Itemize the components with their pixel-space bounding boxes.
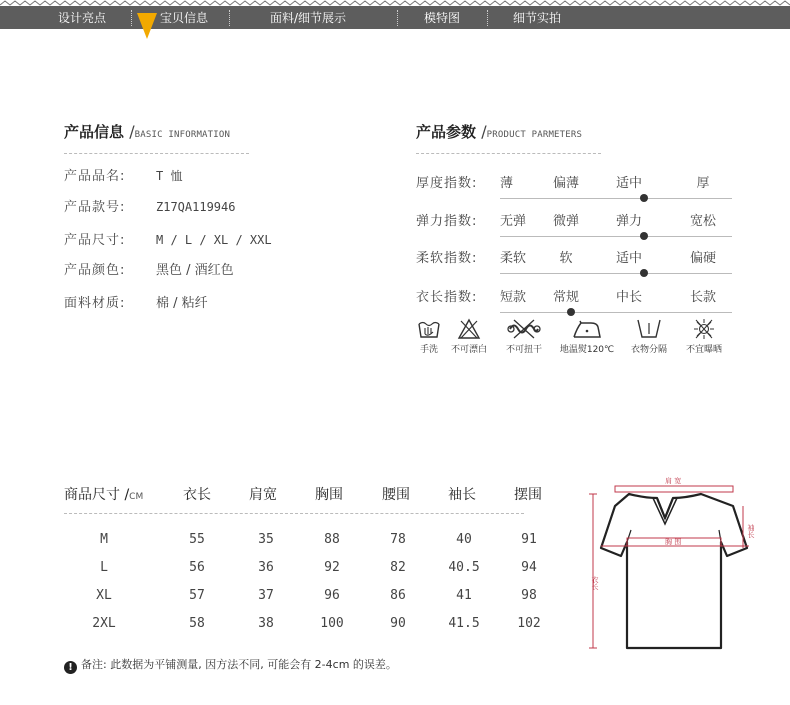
sleeve-label: 袖长	[747, 524, 755, 538]
size-cell: 96	[324, 588, 340, 603]
param-option: 常规	[552, 290, 579, 305]
info-label: 产品尺寸:	[64, 233, 126, 248]
param-scale-line	[500, 312, 732, 313]
nav-item-model[interactable]: 模特图	[424, 11, 461, 25]
info-row-material	[64, 295, 208, 313]
care-separate	[624, 318, 674, 355]
size-cell: 57	[189, 588, 205, 603]
product-info-heading: 产品信息	[64, 123, 125, 141]
care-label: 不可漂白	[450, 345, 487, 355]
size-cell: 100	[320, 616, 344, 631]
param-scale-line	[500, 236, 732, 237]
measurement-note	[64, 656, 397, 674]
header-sleeve: 袖长	[448, 487, 476, 503]
info-value: 黑色 / 酒红色	[156, 263, 234, 278]
size-cell: 91	[521, 532, 537, 547]
divider	[64, 153, 249, 154]
care-iron	[554, 318, 620, 355]
size-cell: 2XL	[92, 616, 116, 631]
param-option: 短款	[500, 290, 527, 305]
nav-item-design[interactable]: 设计亮点	[58, 11, 107, 25]
param-option: 弹力	[615, 214, 642, 229]
param-option: 偏硬	[689, 251, 716, 266]
info-row-style-no	[64, 198, 235, 216]
size-cell: 36	[258, 560, 274, 575]
divider	[64, 513, 524, 514]
info-row-name	[64, 167, 182, 185]
nav-separator	[397, 10, 398, 26]
product-info-title: 产品信息 /BASIC INFORMATION	[64, 122, 231, 141]
size-unit: CM	[129, 492, 144, 502]
param-option: 软	[559, 251, 573, 266]
param-option: 偏薄	[552, 176, 579, 191]
param-option: 适中	[615, 251, 642, 266]
param-label: 衣长指数:	[416, 290, 478, 305]
header-length: 衣长	[183, 487, 211, 503]
param-option: 宽松	[689, 214, 716, 229]
header-chest: 胸围	[315, 487, 343, 503]
size-cell: 98	[521, 588, 537, 603]
size-cell: XL	[96, 588, 112, 603]
size-cell: 38	[258, 616, 274, 631]
care-hand-wash	[414, 318, 444, 355]
info-value: Z17QA119946	[156, 200, 236, 214]
info-row-color	[64, 262, 234, 280]
param-indicator-dot	[640, 194, 648, 202]
zigzag-border	[0, 0, 790, 6]
no-sun-icon	[692, 318, 716, 340]
param-option: 薄	[500, 176, 514, 191]
nav-item-product-info[interactable]: 宝贝信息	[160, 11, 209, 25]
param-row	[416, 247, 732, 287]
care-label: 不可扭干	[505, 345, 542, 355]
top-nav-bar	[0, 0, 790, 29]
size-cell: 102	[517, 616, 541, 631]
param-option: 长款	[689, 290, 716, 305]
care-label: 手洗	[419, 345, 438, 355]
care-label: 不宜曝晒	[685, 345, 722, 355]
active-nav-arrow-icon	[137, 13, 157, 39]
no-wring-icon	[506, 318, 542, 340]
no-bleach-icon	[457, 318, 481, 340]
care-no-wring	[500, 318, 548, 355]
size-cell: 41	[456, 588, 472, 603]
size-cell: 35	[258, 532, 274, 547]
care-no-sun	[680, 318, 728, 355]
info-label: 产品颜色:	[64, 263, 126, 278]
size-cell: M	[100, 532, 108, 547]
info-row-size	[64, 231, 272, 249]
info-value: T 恤	[156, 169, 183, 183]
tshirt-measurement-diagram	[585, 472, 765, 662]
size-cell: 82	[390, 560, 406, 575]
warning-icon: !	[64, 661, 77, 674]
divider	[416, 153, 601, 154]
length-label: 衣长	[591, 576, 599, 590]
size-cell: 92	[324, 560, 340, 575]
tshirt-outline-icon	[601, 494, 747, 648]
param-label: 厚度指数:	[416, 176, 478, 191]
iron-icon	[571, 318, 603, 340]
size-cell: 86	[390, 588, 406, 603]
info-label: 产品品名:	[64, 169, 126, 184]
param-scale-line	[500, 198, 732, 199]
param-label: 弹力指数:	[416, 214, 478, 229]
care-label: 衣物分隔	[630, 345, 667, 355]
care-label: 地温熨120℃	[559, 345, 615, 355]
param-row	[416, 210, 732, 250]
header-hem: 摆围	[514, 487, 542, 503]
nav-separator	[229, 10, 230, 26]
product-params-subtitle: PRODUCT PARMETERS	[486, 130, 583, 140]
nav-item-fabric[interactable]: 面料/细节展示	[270, 11, 347, 25]
nav-item-detail-photos[interactable]: 细节实拍	[513, 11, 562, 25]
param-indicator-dot	[640, 232, 648, 240]
size-cell: L	[100, 560, 108, 575]
param-option: 适中	[615, 176, 642, 191]
param-option: 柔软	[500, 251, 527, 266]
param-indicator-dot	[640, 269, 648, 277]
info-value: M / L / XL / XXL	[156, 233, 272, 247]
size-cell: 90	[390, 616, 406, 631]
param-row	[416, 172, 732, 212]
header-waist: 腰围	[382, 487, 410, 503]
size-cell: 58	[189, 616, 205, 631]
size-cell: 41.5	[448, 616, 480, 631]
size-table-header: 商品尺寸 /CM	[64, 487, 144, 503]
info-label: 产品款号:	[64, 200, 126, 215]
shoulder-label: 肩 宽	[665, 477, 682, 485]
size-cell: 88	[324, 532, 340, 547]
product-params-title: 产品参数 /PRODUCT PARMETERS	[416, 122, 583, 141]
size-cell: 37	[258, 588, 274, 603]
param-label: 柔软指数:	[416, 251, 478, 266]
size-cell: 56	[189, 560, 205, 575]
note-text: 备注: 此数据为平铺测量, 因方法不同, 可能会有 2-4cm 的误差。	[81, 658, 397, 671]
separate-icon	[635, 318, 663, 340]
header-shoulder: 肩宽	[249, 487, 277, 503]
nav-separator	[487, 10, 488, 26]
param-option: 无弹	[500, 214, 527, 229]
nav-separator	[131, 10, 132, 26]
size-cell: 40	[456, 532, 472, 547]
param-scale-line	[500, 273, 732, 274]
size-cell: 40.5	[448, 560, 480, 575]
param-indicator-dot	[567, 308, 575, 316]
info-value: 棉 / 粘纤	[156, 296, 208, 311]
size-cell: 55	[189, 532, 205, 547]
header-size: 商品尺寸	[64, 487, 120, 503]
info-label: 面料材质:	[64, 296, 126, 311]
param-option: 微弹	[552, 214, 579, 229]
size-cell: 78	[390, 532, 406, 547]
hand-wash-icon	[417, 318, 441, 340]
product-info-subtitle: BASIC INFORMATION	[134, 130, 231, 140]
param-option: 中长	[615, 290, 642, 305]
product-params-heading: 产品参数	[416, 123, 477, 141]
param-option: 厚	[696, 176, 710, 191]
care-no-bleach	[446, 318, 492, 355]
chest-label: 胸 围	[665, 538, 682, 546]
size-cell: 94	[521, 560, 537, 575]
